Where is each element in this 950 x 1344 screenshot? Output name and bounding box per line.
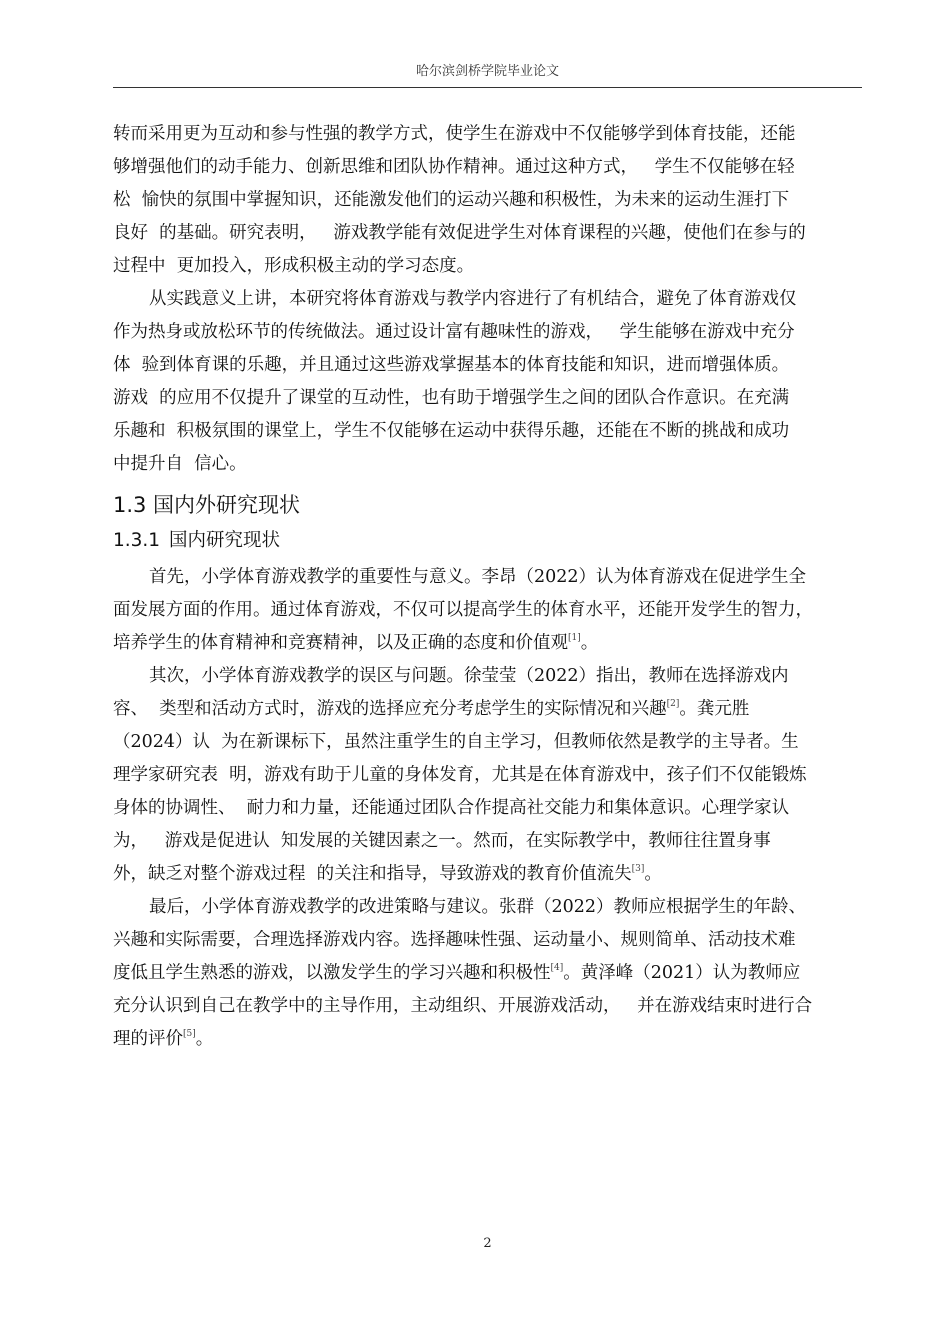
line-text: 。 — [644, 864, 662, 884]
text-line: 中提升自 信心。 — [113, 454, 247, 474]
paragraph-4 — [113, 660, 862, 891]
paragraph-1 — [113, 118, 862, 283]
text-line: 从实践意义上讲，本研究将体育游戏与教学内容进行了有机结合，避免了体育游戏仅 — [149, 289, 797, 309]
header-divider — [113, 87, 862, 88]
text-line: 游戏 的应用不仅提升了课堂的互动性，也有助于增强学生之间的团队合作意识。在充满 — [113, 388, 790, 408]
text-line: 转而采用更为互动和参与性强的教学方式，使学生在游戏中不仅能够学到体育技能，还能 — [113, 124, 796, 144]
section-number: 1.3 — [113, 493, 147, 517]
citation-ref: [2] — [666, 699, 680, 709]
subsection-number: 1.3.1 — [113, 530, 161, 551]
text-line: 兴趣和实际需要，合理选择游戏内容。选择趣味性强、运动量小、规则简单、活动技术难 — [113, 930, 796, 950]
text-line: 身体的协调性、 耐力和力量，还能通过团队合作提高社交能力和集体意识。心理学家认 — [113, 798, 790, 818]
text-line — [113, 693, 862, 726]
text-line — [113, 858, 862, 891]
text-line: 充分认识到自己在教学中的主导作用，主动组织、开展游戏活动， 并在游戏结束时进行合 — [113, 996, 813, 1016]
section-heading — [113, 493, 862, 517]
text-line: 良好 的基础。研究表明， 游戏教学能有效促进学生对体育课程的兴趣，使他们在参与的 — [113, 223, 806, 243]
text-line: 首先，小学体育游戏教学的重要性与意义。李昂（2022）认为体育游戏在促进学生全 — [149, 567, 807, 587]
subsection-heading — [113, 529, 862, 553]
text-line — [113, 957, 862, 990]
line-text: 。龚元胜 — [679, 699, 750, 719]
section-title: 国内外研究现状 — [153, 493, 300, 517]
line-text: 。黄泽峰（2021）认为教师应 — [563, 963, 801, 983]
citation-ref: [5] — [183, 1029, 196, 1039]
document-body — [113, 118, 862, 1056]
citation-ref: [3] — [631, 864, 645, 874]
line-text: 。 — [195, 1029, 214, 1049]
text-line: 乐趣和 积极氛围的课堂上，学生不仅能够在运动中获得乐趣，还能在不断的挑战和成功 — [113, 421, 790, 441]
text-line: 够增强他们的动手能力、创新思维和团队协作精神。通过这种方式， 学生不仅能够在轻 — [113, 157, 795, 177]
paragraph-3 — [113, 561, 862, 660]
line-text: 容、 类型和活动方式时，游戏的选择应充分考虑学生的实际情况和兴趣 — [113, 699, 667, 719]
running-header: 哈尔滨剑桥学院毕业论文 — [415, 64, 559, 79]
line-text: 理的评价 — [113, 1029, 183, 1049]
text-line: 面发展方面的作用。通过体育游戏，不仅可以提高学生的体育水平，还能开发学生的智力， — [113, 600, 813, 620]
line-text: 培养学生的体育精神和竞赛精神，以及正确的态度和价值观 — [113, 633, 568, 653]
text-line: 理学家研究表 明，游戏有助于儿童的身体发育，尤其是在体育游戏中，孩子们不仅能锻炼 — [113, 765, 807, 785]
text-line: 体 验到体育课的乐趣，并且通过这些游戏掌握基本的体育技能和知识，进而增强体质。 — [113, 355, 790, 375]
text-line: 作为热身或放松环节的传统做法。通过设计富有趣味性的游戏， 学生能够在游戏中充分 — [113, 322, 795, 342]
subsection-title: 国内研究现状 — [169, 530, 281, 551]
text-line: 最后，小学体育游戏教学的改进策略与建议。张群（2022）教师应根据学生的年龄、 — [149, 897, 807, 917]
text-line: 过程中 更加投入，形成积极主动的学习态度。 — [113, 256, 475, 276]
text-line: （2024）认 为在新课标下，虽然注重学生的自主学习，但教师依然是教学的主导者。生 — [113, 732, 799, 752]
citation-ref: [4] — [550, 963, 564, 973]
text-line: 为， 游戏是促进认 知发展的关键因素之一。然而，在实际教学中，教师往往置身事 — [113, 831, 771, 851]
page-number: 2 — [483, 1236, 492, 1251]
citation-ref: [1] — [568, 633, 581, 643]
text-line: 其次，小学体育游戏教学的误区与问题。徐莹莹（2022）指出，教师在选择游戏内 — [149, 666, 789, 686]
text-line — [113, 1023, 862, 1056]
line-text: 外，缺乏对整个游戏过程 的关注和指导，导致游戏的教育价值流失 — [113, 864, 632, 884]
text-line: 松 愉快的氛围中掌握知识，还能激发他们的运动兴趣和积极性，为未来的运动生涯打下 — [113, 190, 790, 210]
paragraph-5 — [113, 891, 862, 1056]
text-line — [113, 627, 862, 660]
line-text: 。 — [580, 633, 599, 653]
paragraph-2 — [113, 283, 862, 481]
line-text: 度低且学生熟悉的游戏，以激发学生的学习兴趣和积极性 — [113, 963, 551, 983]
